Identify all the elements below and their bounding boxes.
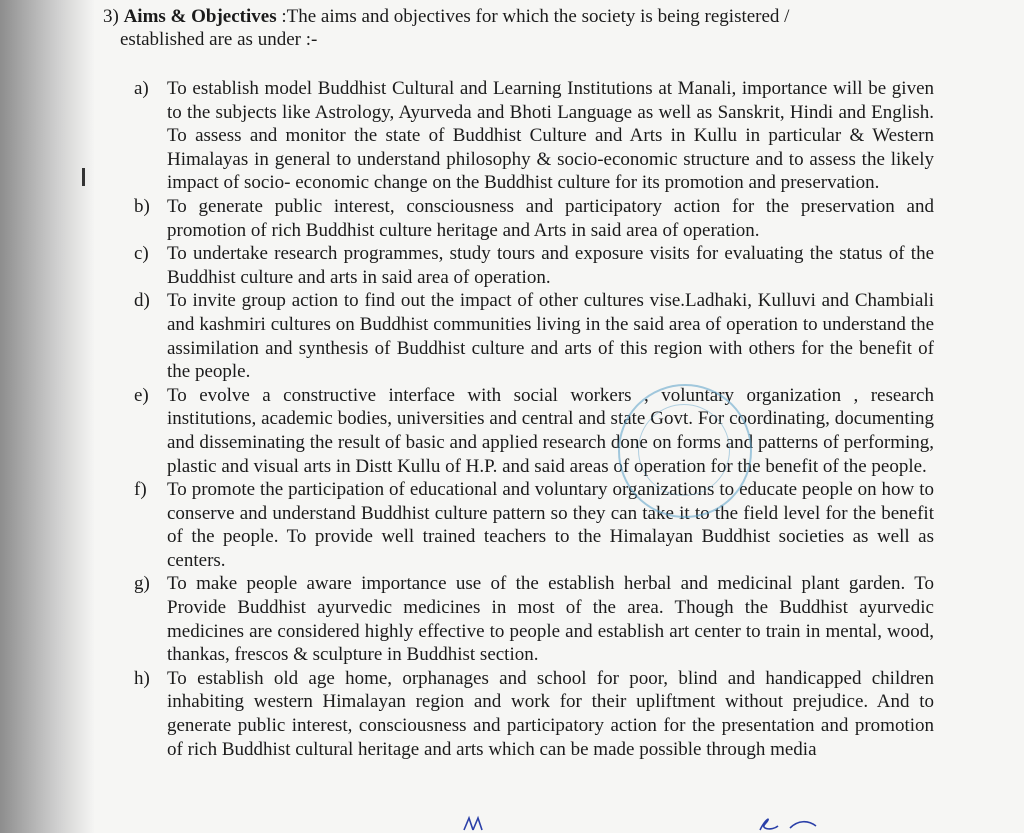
item-text: To establish model Buddhist Cultural and Learning Institutions at Manali, importance will be given to the subjects like Astrology, Ayurveda and Bhoti Language as well as Sanskrit, Hindi and English. To assess and monitor the state of Buddhist Culture and Arts in Kullu in particular & Western Himalayas in general to understand philosophy & socio-economic structure and to assess the likely impact of socio- economic change on the Buddhist culture for its promotion and preservation. bbox=[167, 78, 934, 194]
list-item bbox=[134, 195, 934, 242]
section-number: 3) bbox=[103, 6, 119, 27]
list-item bbox=[134, 289, 934, 383]
item-text: To make people aware importance use of the establish herbal and medicinal plant garden. To Provide Buddhist ayurvedic medicines in most of the area. Though the Buddhist ayurvedic medicines are considered highly effective to people and establish art center to train in mental, wood, thankas, frescos & sculpture in Buddhist section. bbox=[167, 573, 934, 666]
item-label: g) bbox=[134, 573, 150, 595]
list-item bbox=[134, 478, 934, 572]
list-item bbox=[134, 77, 934, 195]
item-label: h) bbox=[134, 667, 150, 689]
list-item bbox=[134, 242, 934, 289]
item-text: To evolve a constructive interface with social workers , voluntary organization , research institutions, academic bodies, universities and central and state Govt. For coordinating, documenting and disseminating the result of basic and applied research done on forms and patterns of performing, plastic and visual arts in Distt Kullu of H.P. and said areas of operation for the benefit of the people. bbox=[167, 384, 934, 477]
item-text: To undertake research programmes, study tours and exposure visits for evaluating the status of the Buddhist culture and arts in said area of operation. bbox=[167, 243, 934, 288]
objectives-list bbox=[134, 77, 934, 761]
item-text: To generate public interest, consciousness and participatory action for the preservation and promotion of rich Buddhist culture heritage and Arts in said area of operation. bbox=[167, 195, 934, 241]
list-item bbox=[134, 667, 934, 761]
item-label: a) bbox=[134, 78, 149, 99]
item-label: b) bbox=[134, 195, 150, 217]
item-text: To promote the participation of educational and voluntary organizations to educate people on how to conserve and understand Buddhist culture pattern so they can take it to the field level for the benefit of the people. To provide well trained teachers to the Himalayan Buddhist societies as well as centers. bbox=[167, 479, 934, 571]
handwritten-signature bbox=[460, 812, 830, 833]
item-label: d) bbox=[134, 290, 150, 312]
section-intro: :The aims and objectives for which the society is being registered / bbox=[276, 6, 790, 27]
list-item bbox=[134, 384, 934, 478]
item-text: To invite group action to find out the impact of other cultures vise.Ladhaki, Kulluvi and Chambiali and kashmiri cultures on Buddhist communities living in the said area of operation to understand the assimilation and synthesis of Buddhist culture and arts of this region with others for the benefit of the people. bbox=[167, 290, 934, 383]
item-text: To establish old age home, orphanages and school for poor, blind and handicapped children inhabiting western Himalayan region and work for their upliftment without prejudice. And to generate public interest, consciousness and participatory action for the presentation and promotion of rich Buddhist cultural heritage and arts which can be made possible through media bbox=[167, 667, 934, 760]
section-title: Aims & Objectives bbox=[123, 6, 277, 27]
item-label: f) bbox=[134, 479, 147, 501]
item-label: c) bbox=[134, 243, 149, 265]
official-seal-stamp bbox=[618, 384, 752, 518]
item-label: e) bbox=[134, 384, 149, 406]
section-heading bbox=[103, 5, 953, 51]
list-item bbox=[134, 572, 934, 666]
section-intro-continuation: established are as under :- bbox=[120, 29, 318, 50]
